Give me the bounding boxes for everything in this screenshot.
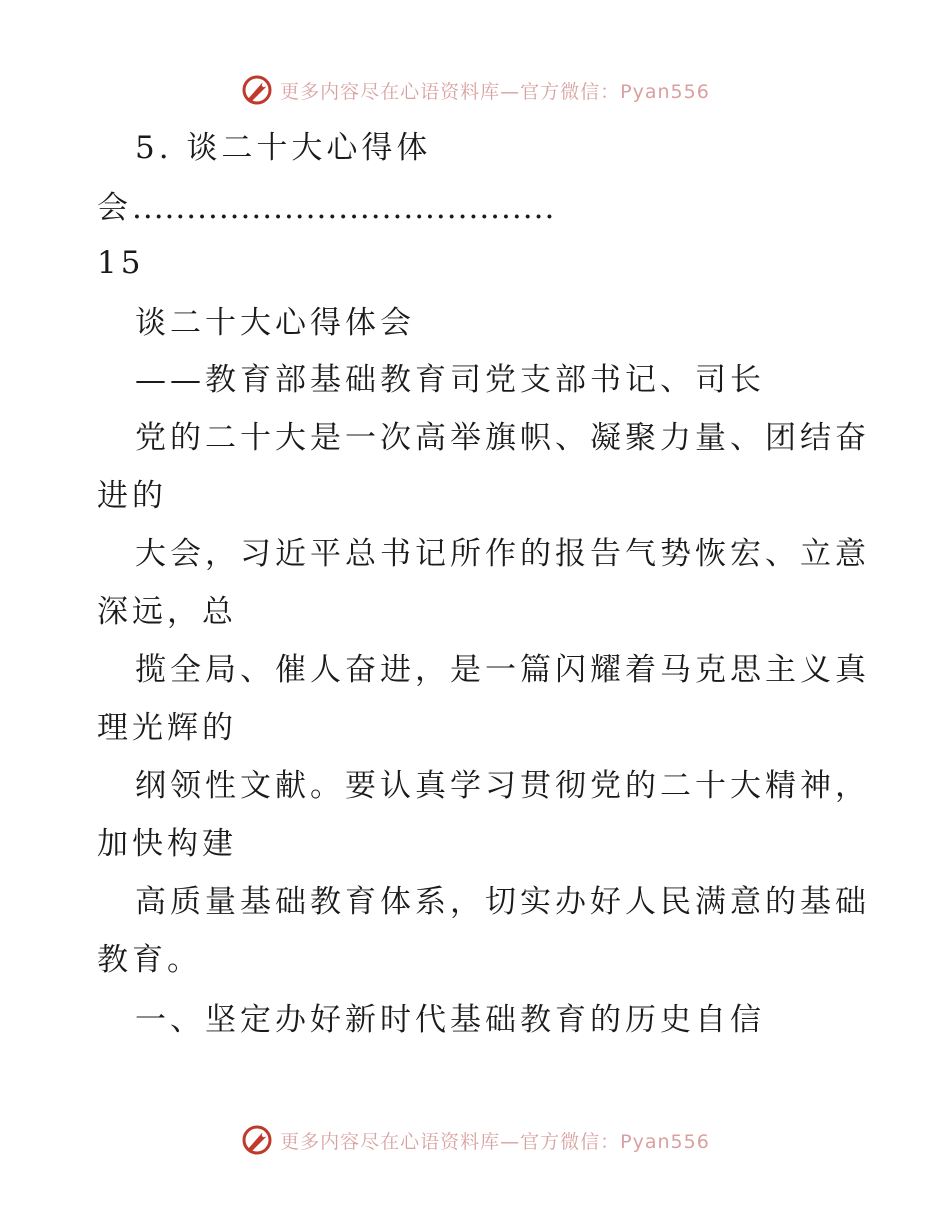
section-heading: 一、坚定办好新时代基础教育的历史自信 <box>135 1002 765 1038</box>
paragraph-line: 纲领性文献。要认真学习贯彻党的二十大精神， <box>135 768 870 804</box>
paragraph-line: 党的二十大是一次高举旗帜、凝聚力量、团结奋 <box>135 420 870 456</box>
toc-entry-line <box>97 188 555 228</box>
paragraph-line: 高质量基础教育体系，切实办好人民满意的基础 <box>135 884 870 920</box>
article-title: 谈二十大心得体会 <box>135 305 415 341</box>
watermark-header <box>0 70 950 110</box>
paragraph-line: 进的 <box>97 478 167 514</box>
watermark-text: 更多内容尽在心语资料库—官方微信：Pyan556 <box>280 1130 710 1153</box>
pen-nib-logo-icon <box>240 73 274 107</box>
paragraph-line: 理光辉的 <box>97 710 237 746</box>
paragraph-line: 揽全局、催人奋进，是一篇闪耀着马克思主义真 <box>135 652 870 688</box>
paragraph-line: 加快构建 <box>97 826 237 862</box>
pen-nib-logo-icon <box>240 1123 274 1157</box>
toc-entry-title: 5. 谈二十大心得体 <box>135 130 432 166</box>
watermark-text: 更多内容尽在心语资料库—官方微信：Pyan556 <box>280 80 710 103</box>
article-author-line: ——教育部基础教育司党支部书记、司长 <box>135 362 765 398</box>
paragraph-line: 深远，总 <box>97 594 237 630</box>
toc-page-number: 15 <box>97 245 145 281</box>
toc-entry-title-cont: 会 <box>97 190 132 226</box>
watermark-footer <box>0 1120 950 1160</box>
paragraph-line: 教育。 <box>97 942 202 978</box>
toc-leader-dots: ....................................... <box>132 190 556 226</box>
paragraph-line: 大会，习近平总书记所作的报告气势恢宏、立意 <box>135 536 870 572</box>
